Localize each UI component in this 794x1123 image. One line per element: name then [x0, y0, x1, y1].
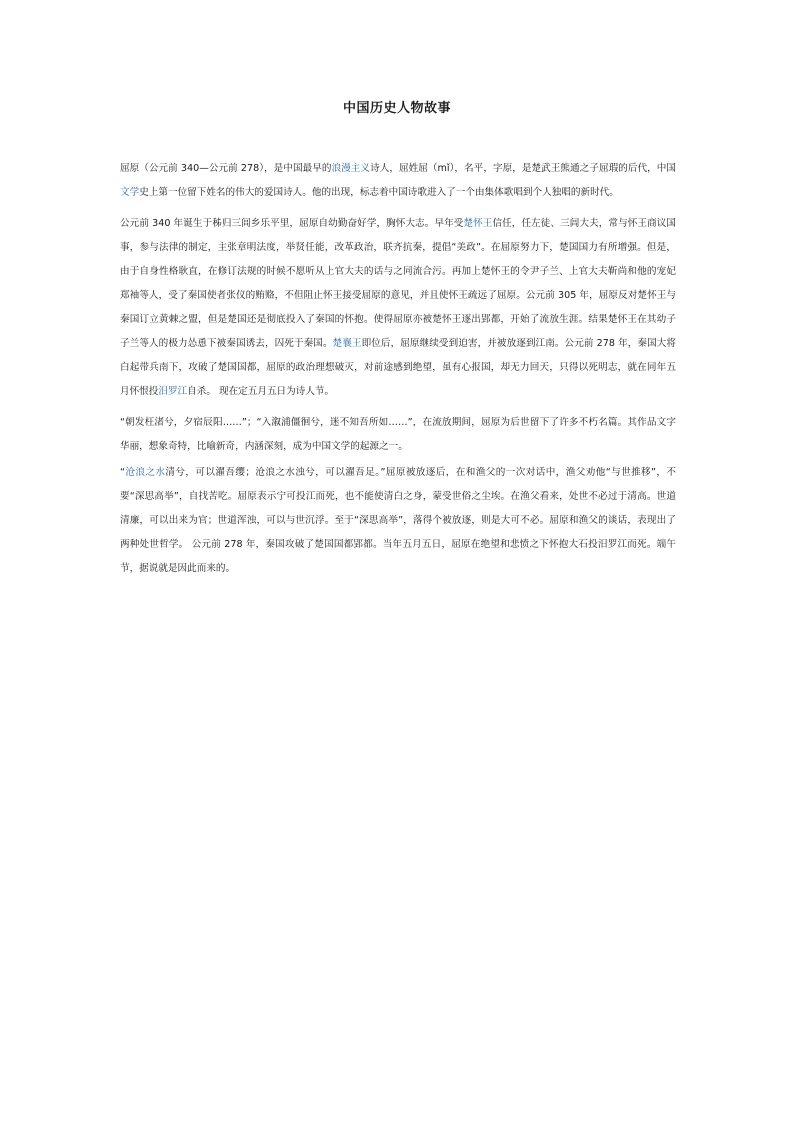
inline-link[interactable]: 文学	[120, 187, 140, 198]
text-run: 即位后，屈原继续受到迫害，并被放逐到江南。公元前 278 年，秦国大将白起带兵南下，攻破了楚国国都，屈原的政治理想破灭，对前途感到绝望，虽有心报国，却无力回天，只得以死明志，就在同年五月怀恨投	[120, 338, 677, 397]
inline-link[interactable]: 汨罗江	[158, 386, 188, 397]
inline-link[interactable]: 沧浪之水	[124, 467, 166, 478]
paragraph-biography	[120, 212, 676, 404]
article-body	[120, 157, 676, 581]
text-run: 自杀。 现在定五月五日为诗人节。	[187, 386, 335, 397]
text-run: 信任，任左徒、三闾大夫，常与怀王商议国事，参与法律的制定，主张章明法度，举贤任能，改革政治，联齐抗秦，提倡“美政”。在屈原努力下，楚国国力有所增强。但是，由于自身性格耿直，在修订法规的时候不愿听从上官大夫的话与之同流合污。再加上楚怀王的令尹子兰、上官大夫靳尚和他的宠妃郑袖等人，受了秦国使者张仪的贿赂，不但阻止怀王接受屈原的意见，并且使怀王疏远了屈原。公元前 305 年，屈原反对楚怀王与秦国订立黄棘之盟，但是楚国还是彻底投入了秦国的怀抱。使得屈原亦被楚怀王逐出郢都，开始了流放生涯。结果楚怀王在其幼子子兰等人的极力怂恿下被秦国诱去，囚死于秦国。	[120, 218, 677, 349]
text-run: “	[120, 467, 125, 478]
text-run: 清兮，可以濯吾缨；沧浪之水浊兮，可以濯吾足。”屈原被放逐后，在和渔父的一次对话中，渔父劝他“与世推移”，不要“深思高举”，自找苦吃。屈原表示宁可投江而死，也不能使清白之身，蒙受世俗之尘埃。在渔父看来，处世不必过于清高。世道清廉，可以出来为官；世道浑浊，可以与世沉浮。至于“深思高举”，落得个被放逐，则是大可不必。屈原和渔父的谈话，表现出了两种处世哲学。 公元前 278 年，秦国攻破了楚国国都郢都。当年五月五日，屈原在绝望和悲愤之下怀抱大石投汨罗江而死。端午节，据说就是因此而来的。	[120, 467, 677, 574]
document-title: 中国历史人物故事	[342, 101, 451, 116]
paragraph-fisherman	[120, 461, 676, 581]
text-run: 公元前 340 年诞生于秭归三闾乡乐平里，屈原自幼勤奋好学，胸怀大志。早年受	[120, 218, 464, 229]
paragraph-intro	[120, 157, 676, 205]
text-run: “朝发枉渚兮，夕宿辰阳……”；“入溆浦僵徊兮，迷不知吾所如……”，在流放期间，屈原为后世留下了许多不朽名篇。其作品文字华丽，想象奇特，比喻新奇，内涵深刻，成为中国文学的起源之一。	[120, 417, 676, 452]
paragraph-works	[120, 411, 676, 459]
text-run: 诗人，屈姓屈（mǐ），名平，字原，是楚武王熊通之子屈瑕的后代，中国	[370, 163, 677, 174]
inline-link[interactable]: 楚怀王	[463, 218, 493, 229]
inline-link[interactable]: 楚襄王	[332, 338, 362, 349]
text-run: 史上第一位留下姓名的伟大的爱国诗人。他的出现，标志着中国诗歌进入了一个由集体歌唱到个人独唱的新时代。	[139, 187, 619, 198]
inline-link[interactable]: 浪漫主义	[331, 163, 371, 174]
text-run: 屈原（公元前 340—公元前 278），是中国最早的	[120, 163, 332, 174]
